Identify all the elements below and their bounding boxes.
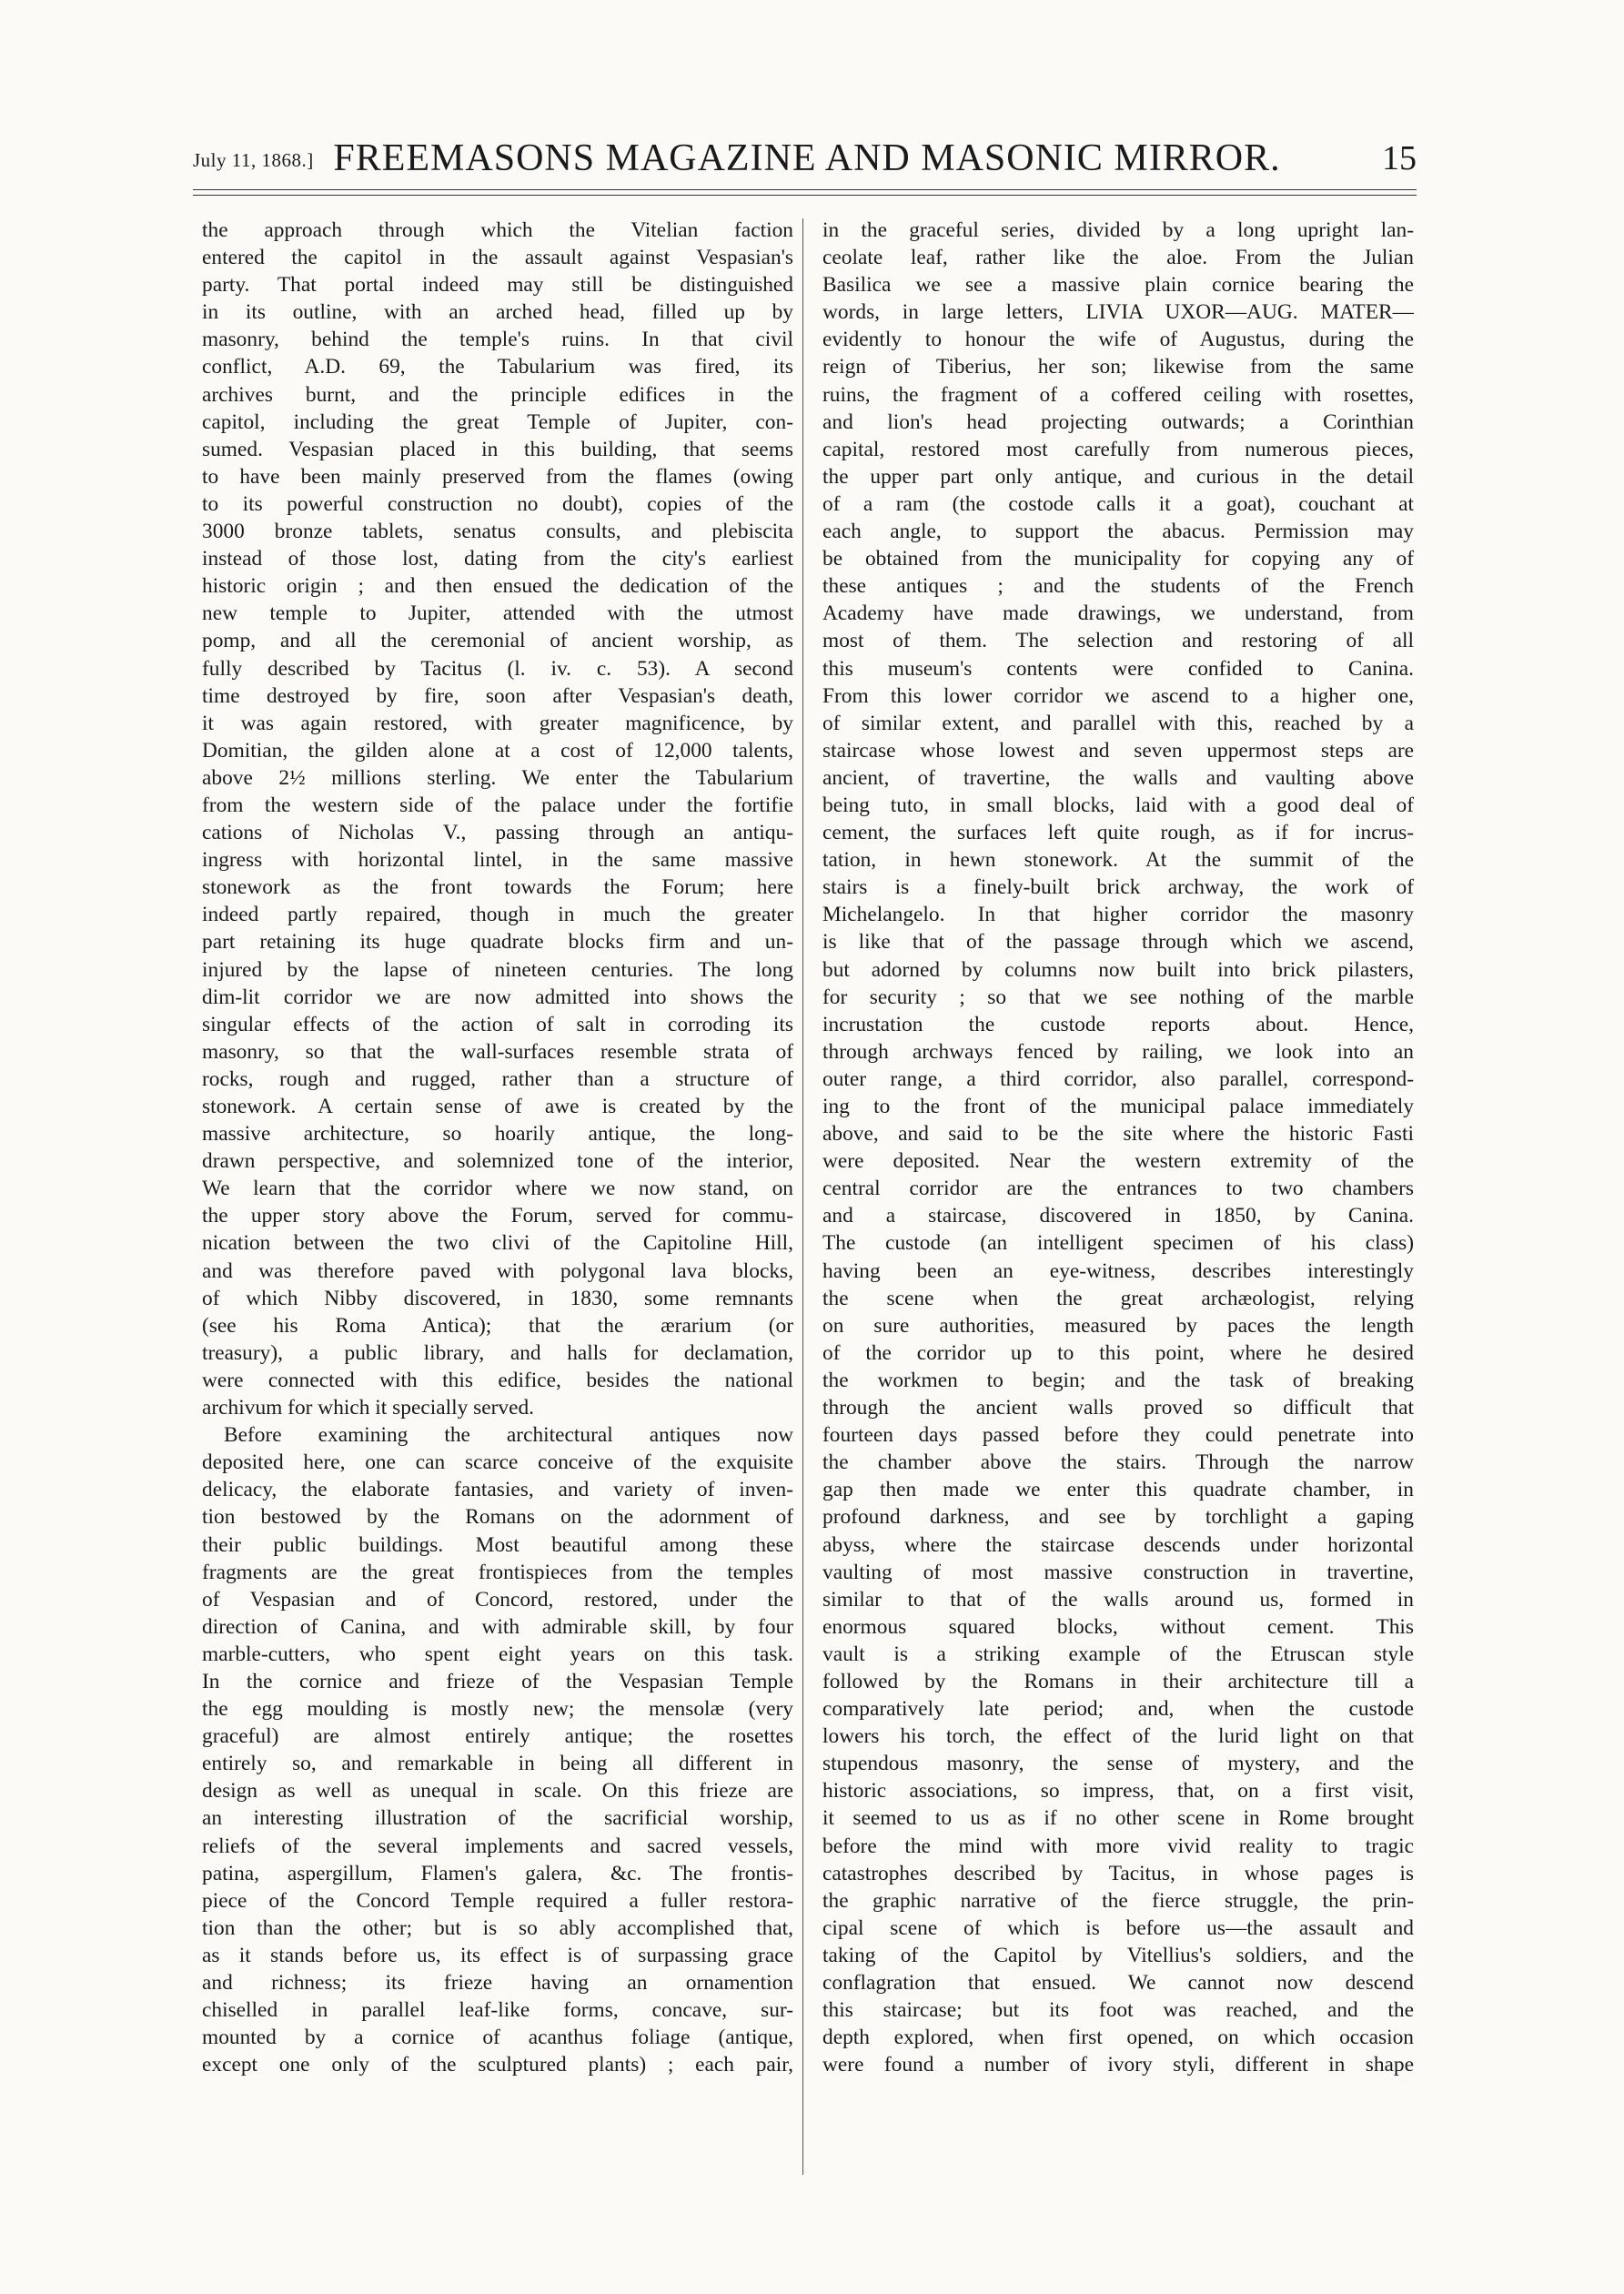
text-line: the graphic narrative of the fierce struggle, the prin- xyxy=(822,1888,1414,1913)
text-line: the upper part only antique, and curious in the detail xyxy=(822,464,1414,489)
text-line: is like that of the passage through which we ascend, xyxy=(822,930,1414,955)
text-line: words, in large letters, LIVIA UXOR—AUG. MATER— xyxy=(822,300,1414,325)
text-line: treasury), a public library, and halls for declamation, xyxy=(202,1340,793,1365)
text-line: time destroyed by fire, soon after Vespasian's death, xyxy=(202,683,793,708)
header-rule-bottom xyxy=(193,195,1417,196)
text-line: ancient, of travertine, the walls and vaulting above xyxy=(822,765,1414,790)
text-line: and lion's head projecting outwards; a Corinthian xyxy=(822,409,1414,434)
text-line: ing to the front of the municipal palace immediately xyxy=(822,1095,1414,1118)
text-line: Michelangelo. In that higher corridor the masonry xyxy=(822,903,1414,927)
text-line: an interesting illustration of the sacrificial worship, xyxy=(202,1806,793,1831)
text-line: catastrophes described by Tacitus, in whose pages is xyxy=(822,1861,1414,1885)
text-line: the approach through which the Vitelian faction xyxy=(202,218,793,242)
text-line: before the mind with more vivid reality to tragic xyxy=(822,1834,1414,1858)
text-line: it seemed to us as if no other scene in Rome brought xyxy=(822,1806,1414,1831)
text-line: cement, the surfaces left quite rough, as if for incrus- xyxy=(822,821,1414,845)
text-line: from the western side of the palace under the fortifie xyxy=(202,793,793,817)
text-line: reliefs of the several implements and sacred vessels, xyxy=(202,1834,793,1858)
text-line: Before examining the architectural antiques now xyxy=(224,1423,793,1448)
text-line: cations of Nicholas V., passing through an antiqu- xyxy=(202,821,793,845)
text-line: From this lower corridor we ascend to a higher one, xyxy=(822,683,1414,708)
text-line: patina, aspergillum, Flamen's galera, &c. The frontis- xyxy=(202,1861,793,1885)
text-line: were found a number of ivory styli, different in shape xyxy=(822,2053,1414,2077)
text-line: stonework. A certain sense of awe is created by the xyxy=(202,1095,793,1118)
text-line: this staircase; but its foot was reached, and the xyxy=(822,1998,1414,2023)
text-line: having been an eye-witness, describes interestingly xyxy=(822,1258,1414,1283)
text-line: abyss, where the staircase descends under horizontal xyxy=(822,1532,1414,1557)
header-date: July 11, 1868.] xyxy=(193,149,314,171)
text-line: graceful) are almost entirely antique; the rosettes xyxy=(202,1724,793,1749)
text-line: these antiques ; and the students of the French xyxy=(822,574,1414,599)
text-line: entered the capitol in the assault against Vespasian's xyxy=(202,246,793,270)
text-line: it was again restored, with greater magnificence, by xyxy=(202,711,793,735)
text-line: pomp, and all the ceremonial of ancient worship, as xyxy=(202,629,793,653)
text-line: part retaining its huge quadrate blocks firm and un- xyxy=(202,930,793,955)
text-line: deposited here, one can scarce conceive of the exquisite xyxy=(202,1450,793,1475)
text-line: on sure authorities, measured by paces the length xyxy=(822,1313,1414,1338)
text-line: of a ram (the costode calls it a goat), couchant at xyxy=(822,491,1414,516)
text-line: lowers his torch, the effect of the lurid light on that xyxy=(822,1724,1414,1749)
text-line: through the ancient walls proved so difficult that xyxy=(822,1396,1414,1420)
text-line: piece of the Concord Temple required a fuller restora- xyxy=(202,1888,793,1913)
text-line: each angle, to support the abacus. Permission may xyxy=(822,520,1414,544)
header-rule-top xyxy=(193,189,1417,190)
text-line: (see his Roma Antica); that the ærarium (or xyxy=(202,1313,793,1338)
text-line: followed by the Romans in their architecture till a xyxy=(822,1669,1414,1693)
text-line: archives burnt, and the principle edifices in the xyxy=(202,382,793,407)
text-line: conflict, A.D. 69, the Tabularium was fired, its xyxy=(202,355,793,379)
text-line: nication between the two clivi of the Capitoline Hill, xyxy=(202,1231,793,1256)
text-line: outer range, a third corridor, also parallel, correspond- xyxy=(822,1066,1414,1091)
text-line: this museum's contents were confided to Canina. xyxy=(822,656,1414,681)
text-line: Domitian, the gilden alone at a cost of 12,000 talents, xyxy=(202,738,793,763)
text-line: rocks, rough and rugged, rather than a structure of xyxy=(202,1066,793,1091)
text-line: mounted by a cornice of acanthus foliage (antique, xyxy=(202,2026,793,2050)
text-line: Basilica we see a massive plain cornice bearing the xyxy=(822,273,1414,298)
text-line: reign of Tiberius, her son; likewise from the same xyxy=(822,355,1414,379)
text-line: capitol, including the great Temple of Jupiter, con- xyxy=(202,409,793,434)
text-line: indeed partly repaired, though in much the greater xyxy=(202,903,793,927)
text-line: and a staircase, discovered in 1850, by Canina. xyxy=(822,1204,1414,1228)
text-line: depth explored, when first opened, on which occasion xyxy=(822,2026,1414,2050)
text-line: drawn perspective, and solemnized tone of the interior, xyxy=(202,1149,793,1174)
text-line: conflagration that ensued. We cannot now descend xyxy=(822,1971,1414,1995)
text-line: tion bestowed by the Romans on the adornment of xyxy=(202,1505,793,1530)
text-line: in the graceful series, divided by a long upright lan- xyxy=(822,218,1414,242)
text-line: sumed. Vespasian placed in this building, that seems xyxy=(202,437,793,461)
page-number: 15 xyxy=(1382,139,1417,177)
text-line: taking of the Capitol by Vitellius's soldiers, and the xyxy=(822,1943,1414,1967)
text-line: being tuto, in small blocks, laid with a good deal of xyxy=(822,793,1414,817)
text-line: marble-cutters, who spent eight years on this task. xyxy=(202,1642,793,1666)
text-line: dim-lit corridor we are now admitted into shows the xyxy=(202,985,793,1009)
text-line: and richness; its frieze having an ornamention xyxy=(202,1971,793,1995)
header-title: FREEMASONS MAGAZINE AND MASONIC MIRROR. xyxy=(333,137,1281,179)
text-line: staircase whose lowest and seven uppermost steps are xyxy=(822,738,1414,763)
text-line: of similar extent, and parallel with this, reached by a xyxy=(822,711,1414,735)
text-line: tation, in hewn stonework. At the summit of the xyxy=(822,848,1414,873)
text-line: be obtained from the municipality for copying any of xyxy=(822,547,1414,571)
text-line: In the cornice and frieze of the Vespasian Temple xyxy=(202,1669,793,1693)
text-line: were connected with this edifice, besides the national xyxy=(202,1368,793,1392)
text-line: stairs is a finely-built brick archway, the work of xyxy=(822,875,1414,900)
text-line: the chamber above the stairs. Through the narrow xyxy=(822,1450,1414,1475)
text-line: entirely so, and remarkable in being all different in xyxy=(202,1752,793,1776)
text-line: ingress with horizontal lintel, in the same massive xyxy=(202,848,793,873)
text-line: of which Nibby discovered, in 1830, some remnants xyxy=(202,1286,793,1310)
text-line: new temple to Jupiter, attended with the utmost xyxy=(202,601,793,626)
text-line: vault is a striking example of the Etruscan style xyxy=(822,1642,1414,1666)
text-line: above, and said to be the site where the historic Fasti xyxy=(822,1122,1414,1147)
text-line: profound darkness, and see by torchlight a gaping xyxy=(822,1505,1414,1530)
text-line: their public buildings. Most beautiful among these xyxy=(202,1532,793,1557)
text-line: vaulting of most massive construction in travertine, xyxy=(822,1560,1414,1584)
text-line: were deposited. Near the western extremity of the xyxy=(822,1149,1414,1174)
text-line: through archways fenced by railing, we look into an xyxy=(822,1039,1414,1064)
text-line: in its outline, with an arched head, filled up by xyxy=(202,300,793,325)
text-line: the upper story above the Forum, served for commu- xyxy=(202,1204,793,1228)
text-line: historic associations, so impress, that, on a first visit, xyxy=(822,1779,1414,1804)
text-line: capital, restored most carefully from numerous pieces, xyxy=(822,437,1414,461)
left-column xyxy=(202,217,793,2182)
text-line: injured by the lapse of nineteen centuries. The long xyxy=(202,957,793,982)
text-line: similar to that of the walls around us, formed in xyxy=(822,1587,1414,1612)
text-line: except one only of the sculptured plants) ; each pair, xyxy=(202,2053,793,2077)
text-line: chiselled in parallel leaf-like forms, concave, sur- xyxy=(202,1998,793,2023)
text-line: the workmen to begin; and the task of breaking xyxy=(822,1368,1414,1392)
text-line: above 2½ millions sterling. We enter the Tabularium xyxy=(202,765,793,790)
text-line: as it stands before us, its effect is of surpassing grace xyxy=(202,1943,793,1967)
text-line: historic origin ; and then ensued the dedication of the xyxy=(202,574,793,599)
text-line: fully described by Tacitus (l. iv. c. 53). A second xyxy=(202,656,793,681)
text-line: Academy have made drawings, we understand, from xyxy=(822,601,1414,626)
text-line: most of them. The selection and restoring of all xyxy=(822,629,1414,653)
text-line: cipal scene of which is before us—the assault and xyxy=(822,1915,1414,1940)
text-line: stupendous masonry, the sense of mystery, and the xyxy=(822,1752,1414,1776)
text-line: of Vespasian and of Concord, restored, under the xyxy=(202,1587,793,1612)
running-header xyxy=(193,136,1417,184)
text-line: tion than the other; but is so ably accomplished that, xyxy=(202,1915,793,1940)
text-line: the scene when the great archæologist, relying xyxy=(822,1286,1414,1310)
text-line: instead of those lost, dating from the city's earliest xyxy=(202,547,793,571)
text-line: masonry, behind the temple's ruins. In that civil xyxy=(202,328,793,352)
text-line: and was therefore paved with polygonal lava blocks, xyxy=(202,1258,793,1283)
text-line: the egg moulding is mostly new; the mensolæ (very xyxy=(202,1697,793,1722)
text-line: evidently to honour the wife of Augustus, during the xyxy=(822,328,1414,352)
text-line: massive architecture, so hoarily antique, the long- xyxy=(202,1122,793,1147)
text-line: central corridor are the entrances to two chambers xyxy=(822,1177,1414,1201)
right-column xyxy=(822,217,1414,2182)
text-line: The custode (an intelligent specimen of his class) xyxy=(822,1231,1414,1256)
text-line: 3000 bronze tablets, senatus consults, and plebiscita xyxy=(202,520,793,544)
text-line: masonry, so that the wall-surfaces resemble strata of xyxy=(202,1039,793,1064)
text-line: direction of Canina, and with admirable skill, by four xyxy=(202,1614,793,1639)
text-line: We learn that the corridor where we now stand, on xyxy=(202,1177,793,1201)
text-line: archivum for which it specially served. xyxy=(202,1396,535,1420)
text-line: ruins, the fragment of a coffered ceiling with rosettes, xyxy=(822,382,1414,407)
text-line: party. That portal indeed may still be distinguished xyxy=(202,273,793,298)
text-line: fragments are the great frontispieces from the temples xyxy=(202,1560,793,1584)
text-line: for security ; so that we see nothing of the marble xyxy=(822,985,1414,1009)
text-line: delicacy, the elaborate fantasies, and variety of inven- xyxy=(202,1478,793,1502)
text-line: incrustation the custode reports about. Hence, xyxy=(822,1012,1414,1036)
text-line: to have been mainly preserved from the flames (owing xyxy=(202,464,793,489)
text-line: design as well as unequal in scale. On this frieze are xyxy=(202,1779,793,1804)
text-line: but adorned by columns now built into brick pilasters, xyxy=(822,957,1414,982)
text-line: ceolate leaf, rather like the aloe. From the Julian xyxy=(822,246,1414,270)
column-divider xyxy=(802,218,803,2175)
text-line: singular effects of the action of salt in corroding its xyxy=(202,1012,793,1036)
text-line: comparatively late period; and, when the custode xyxy=(822,1697,1414,1722)
text-line: of the corridor up to this point, where he desired xyxy=(822,1340,1414,1365)
text-line: to its powerful construction no doubt), copies of the xyxy=(202,491,793,516)
text-line: stonework as the front towards the Forum; here xyxy=(202,875,793,900)
text-line: gap then made we enter this quadrate chamber, in xyxy=(822,1478,1414,1502)
text-line: fourteen days passed before they could penetrate into xyxy=(822,1423,1414,1448)
text-line: enormous squared blocks, without cement. This xyxy=(822,1614,1414,1639)
